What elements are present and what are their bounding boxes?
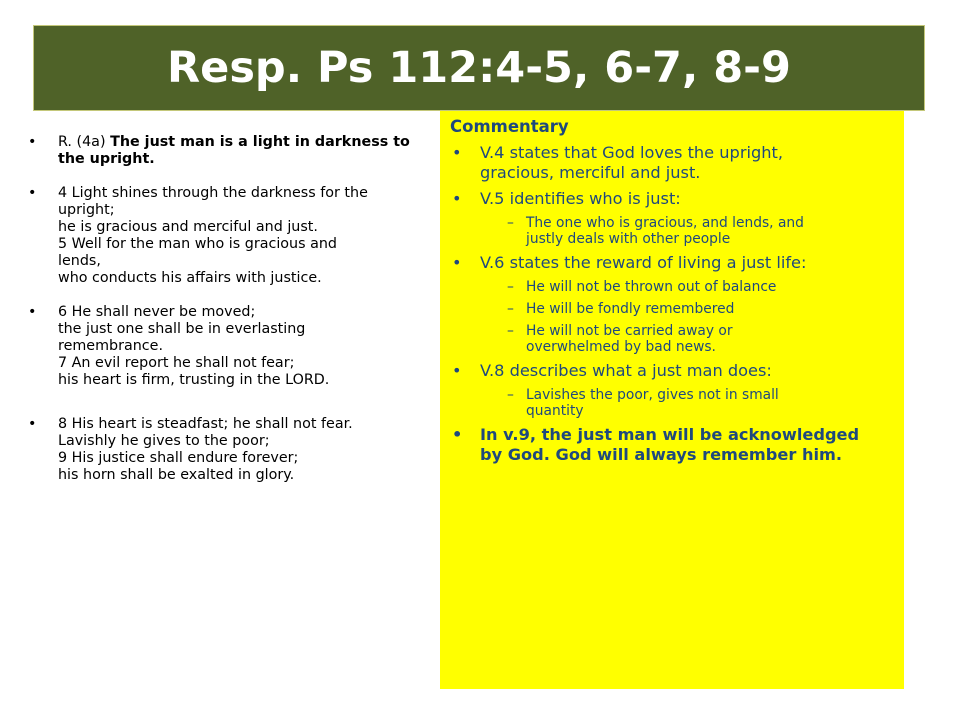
bullet-icon: •	[452, 425, 463, 444]
bullet-icon: •	[452, 253, 462, 272]
commentary-subpoint: – He will not be carried away or overwhelmed by bad news.	[507, 323, 733, 355]
psalm-list	[28, 134, 440, 484]
bullet-icon: •	[28, 134, 37, 150]
title-bar	[33, 25, 925, 111]
stanza-line: 9 His justice shall endure forever;	[58, 450, 299, 466]
stanza-line: the just one shall be in everlasting	[58, 321, 306, 337]
dash-icon: –	[507, 387, 514, 403]
commentary-subpoint: – He will be fondly remembered	[507, 301, 735, 317]
bullet-icon: •	[28, 304, 37, 320]
stanza-line: 8 His heart is steadfast; he shall not fear.	[58, 416, 353, 432]
commentary-point-4: • V.8 describes what a just man does: – Lavishes the poor, gives not in small quantity	[450, 361, 904, 419]
commentary-panel	[440, 111, 904, 689]
stanza-line: lends,	[58, 253, 101, 269]
commentary-point-1: • V.4 states that God loves the upright, gracious, merciful and just.	[452, 143, 783, 182]
stanza-2	[28, 304, 440, 389]
stanza-line: who conducts his affairs with justice.	[58, 270, 322, 286]
dash-icon: –	[507, 323, 514, 339]
commentary-list	[450, 143, 904, 465]
stanza-line: his heart is firm, trusting in the LORD.	[58, 372, 330, 388]
commentary-point-2: • V.5 identifies who is just: – The one who is gracious, and lends, and justly deals with other people	[450, 189, 904, 247]
commentary-subpoint: – The one who is gracious, and lends, and justly deals with other people	[507, 215, 804, 247]
dash-icon: –	[507, 301, 514, 317]
slide-title: Resp. Ps 112:4-5, 6-7, 8-9	[167, 43, 791, 93]
stanza-line: his horn shall be exalted in glory.	[58, 467, 295, 483]
commentary-subpoint: – He will not be thrown out of balance	[507, 279, 777, 295]
bullet-icon: •	[452, 361, 462, 380]
response-bold-1: The just man is a light in darkness to	[110, 134, 410, 150]
response-item	[28, 134, 440, 168]
sub-list	[480, 279, 904, 355]
stanza-1	[28, 185, 440, 287]
stanza-line: Lavishly he gives to the poor;	[58, 433, 270, 449]
commentary-point-3: • V.6 states the reward of living a just life: – He will not be thrown out of balance – He will be fondly remembered – He will not be carried away or overwhelmed by bad news.	[450, 253, 904, 355]
stanza-line: 6 He shall never be moved;	[58, 304, 256, 320]
stanza-line: upright;	[58, 202, 115, 218]
stanza-line: 5 Well for the man who is gracious and	[58, 236, 337, 252]
response-bold-2: the upright.	[58, 151, 155, 167]
commentary-subpoint: – Lavishes the poor, gives not in small quantity	[507, 387, 779, 419]
stanza-line: 4 Light shines through the darkness for the	[58, 185, 368, 201]
sub-list	[480, 215, 904, 247]
commentary-point-5: • In v.9, the just man will be acknowledged by God. God will always remember him.	[452, 425, 860, 464]
bullet-icon: •	[28, 416, 37, 432]
commentary-heading: Commentary	[450, 117, 569, 136]
sub-list	[480, 387, 904, 419]
dash-icon: –	[507, 279, 514, 295]
bullet-icon: •	[452, 189, 462, 208]
dash-icon: –	[507, 215, 514, 231]
stanza-3	[28, 416, 440, 484]
bullet-icon: •	[28, 185, 37, 201]
stanza-line: he is gracious and merciful and just.	[58, 219, 318, 235]
stanza-line: 7 An evil report he shall not fear;	[58, 355, 295, 371]
response-prefix: R. (4a)	[58, 134, 111, 150]
bullet-icon: •	[452, 143, 462, 162]
psalm-text	[28, 134, 440, 484]
stanza-line: remembrance.	[58, 338, 163, 354]
